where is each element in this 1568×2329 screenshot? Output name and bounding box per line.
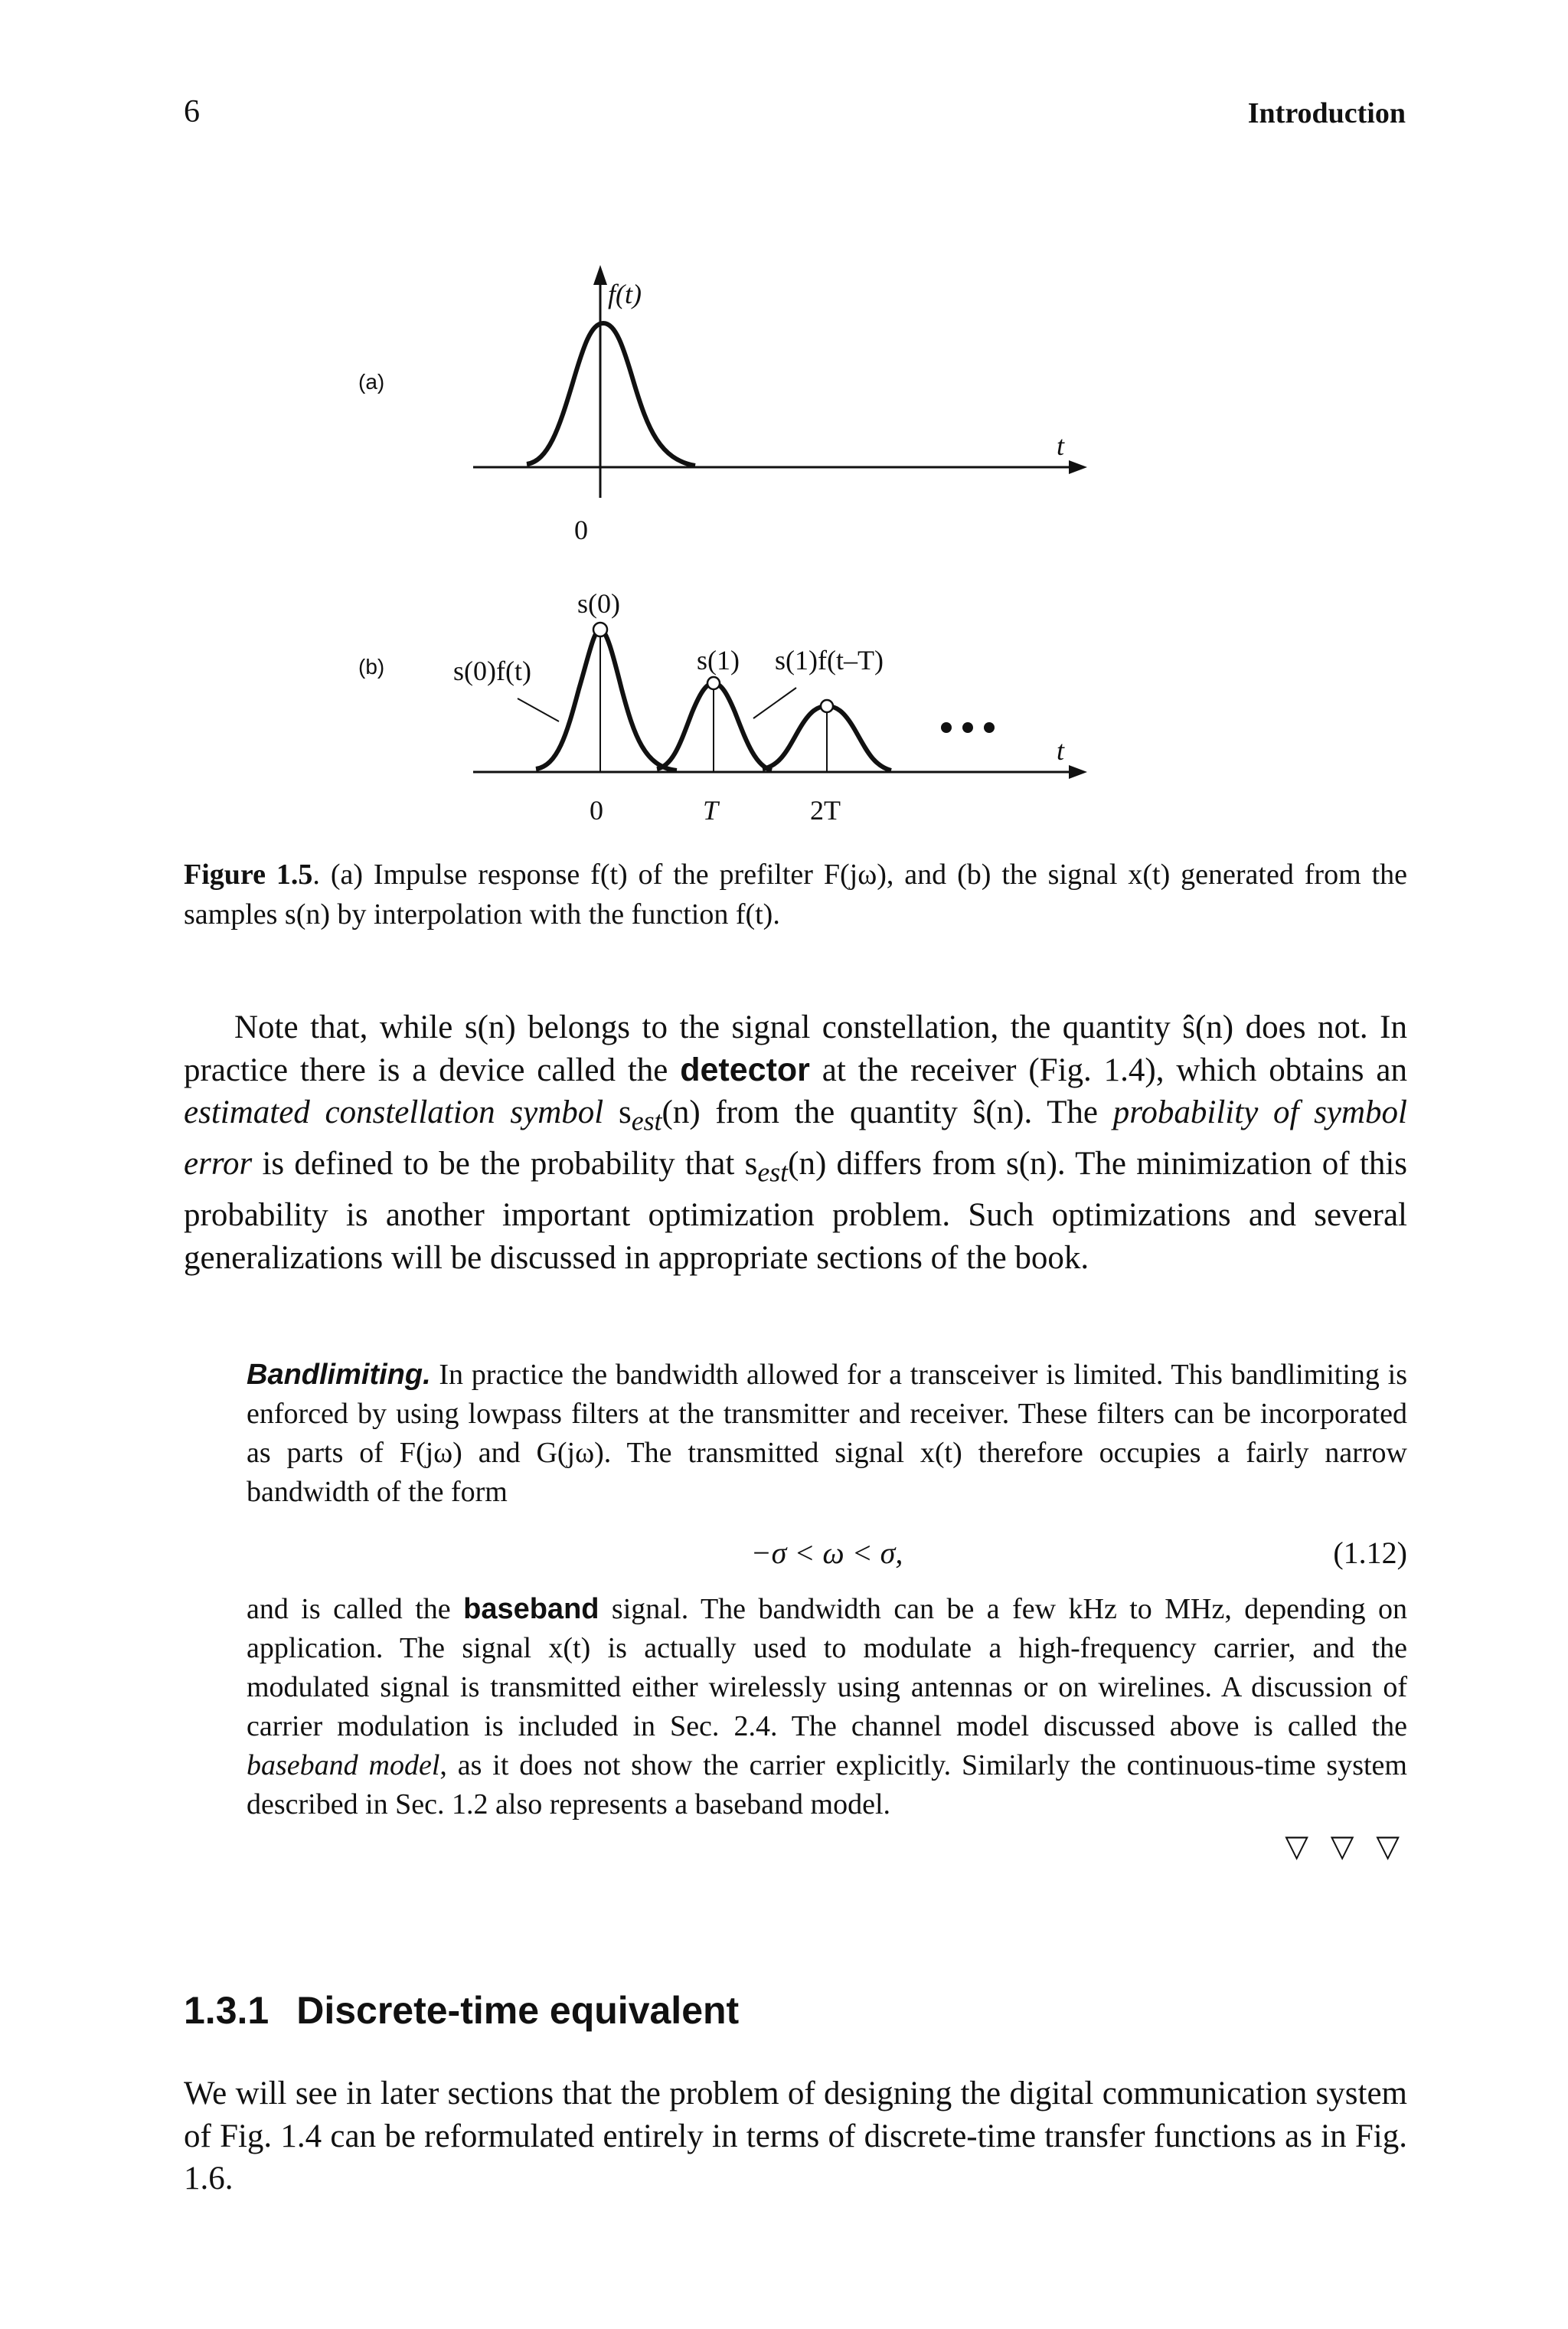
- text-run: (n) differs from s(n). The minimization of this probability is another important optimization problem. Such optimizations and several generalizations will be discussed in appropriate sections of the book.: [184, 1146, 1407, 1276]
- equation-number: (1.12): [1333, 1536, 1407, 1570]
- pulse-0-label: s(0)f(t): [453, 656, 531, 686]
- text-run: Note that, while s(n) belongs to the signal constellation, the quantity ŝ(n) does not. In practice there is a device called the: [184, 1009, 1407, 1088]
- text-run: and is called the: [247, 1593, 464, 1625]
- text-run: , as it does not show the carrier explicitly. Similarly the continuous-time system described in Sec. 1.2 also represents a baseband model.: [247, 1749, 1407, 1820]
- text-run: at the receiver (Fig. 1.4), which obtains an: [809, 1052, 1407, 1088]
- figure-caption: [184, 855, 1407, 934]
- figure-caption-text: . (a) Impulse response f(t) of the prefilter F(jω), and (b) the signal x(t) generated from the samples s(n) by interpolation with the function f(t).: [184, 859, 1407, 931]
- text-run: (n) from the quantity ŝ(n). The: [662, 1094, 1113, 1130]
- bandlimiting-remark-continued: [247, 1590, 1407, 1824]
- paragraph-discrete-time: We will see in later sections that the problem of designing the digital communication system of Fig. 1.4 can be reformulated entirely in terms of discrete-time transfer functions as in Fig. 1.6.: [184, 2075, 1407, 2197]
- paragraph-detector: [184, 1006, 1407, 1279]
- continuation-dot: [962, 722, 973, 733]
- panel-a-axis-label: t: [1057, 430, 1065, 461]
- bandlimiting-remark: [247, 1356, 1407, 1512]
- section-heading: [184, 1988, 739, 2033]
- panel-a-origin-label: 0: [574, 515, 588, 545]
- sample-1-peak-label: s(1): [697, 645, 740, 675]
- figure-caption-label: Figure 1.5: [184, 859, 313, 891]
- text-run: is defined to be the probability that s: [252, 1146, 758, 1182]
- term-baseband: baseband: [463, 1593, 599, 1625]
- section-title: Discrete-time equivalent: [296, 1989, 740, 2032]
- subscript-est: est: [757, 1156, 789, 1188]
- figure-1-5: [0, 0, 1568, 842]
- panel-b-time-axis-arrow: [1069, 765, 1087, 779]
- term-estimated-symbol: estimated constellation symbol: [184, 1094, 604, 1130]
- term-detector: detector: [680, 1051, 810, 1088]
- tick-label-t: T: [703, 795, 719, 826]
- sample-1-marker: [707, 677, 720, 689]
- pulse-1-leader-line: [753, 688, 796, 718]
- remark-end-mark: ▽ ▽ ▽: [1285, 1829, 1406, 1864]
- equation-1-12: [247, 1535, 1407, 1578]
- sample-2-marker: [821, 700, 833, 712]
- panel-a-amplitude-axis-arrow: [593, 265, 607, 285]
- equation-body: −σ < ω < σ,: [750, 1536, 903, 1570]
- text-run: In practice the bandwidth allowed for a transceiver is limited. This bandlimiting is enforced by using lowpass filters at the transmitter and receiver. These filters can be incorporated as parts of F(jω) and G(jω). The transmitted signal x(t) therefore occupies a fairly narrow bandwidth of the form: [247, 1359, 1407, 1508]
- panel-b-label: (b): [358, 655, 385, 679]
- panel-a-time-axis-arrow: [1069, 460, 1087, 474]
- sample-0-peak-label: s(0): [577, 588, 620, 619]
- panel-a-curve-label: f(t): [608, 279, 642, 309]
- continuation-dot: [941, 722, 952, 733]
- panel-a-impulse-response-curve: [527, 323, 695, 466]
- text-run: signal. The bandwidth can be a few kHz to MHz, depending on application. The signal x(t) is actually used to modulate a high-frequency carrier, and the modulated signal is transmitted either wirelessly using antennas or on wirelines. A discussion of carrier modulation is included in Sec. 2.4. The channel model discussed above is called the: [247, 1593, 1408, 1742]
- text-run: s: [603, 1094, 632, 1130]
- remark-title: Bandlimiting.: [247, 1359, 431, 1391]
- pulse-1-label: s(1)f(t–T): [775, 645, 884, 675]
- term-symbol-error: probability of symbol error: [184, 1094, 1407, 1182]
- page-number: 6: [184, 94, 200, 129]
- term-baseband-model: baseband model: [247, 1749, 440, 1781]
- panel-a-label: (a): [358, 370, 385, 394]
- section-number: 1.3.1: [184, 1989, 270, 2032]
- pulse-0-leader-line: [518, 698, 559, 721]
- subscript-est: est: [631, 1105, 662, 1137]
- tick-label-2t: 2T: [810, 795, 841, 826]
- tick-label-0: 0: [590, 795, 603, 826]
- sample-0-marker: [593, 623, 607, 636]
- continuation-dot: [984, 722, 995, 733]
- panel-b-axis-label: t: [1057, 735, 1065, 766]
- pulse-0-curve: [536, 630, 677, 770]
- running-title: Introduction: [1247, 97, 1406, 129]
